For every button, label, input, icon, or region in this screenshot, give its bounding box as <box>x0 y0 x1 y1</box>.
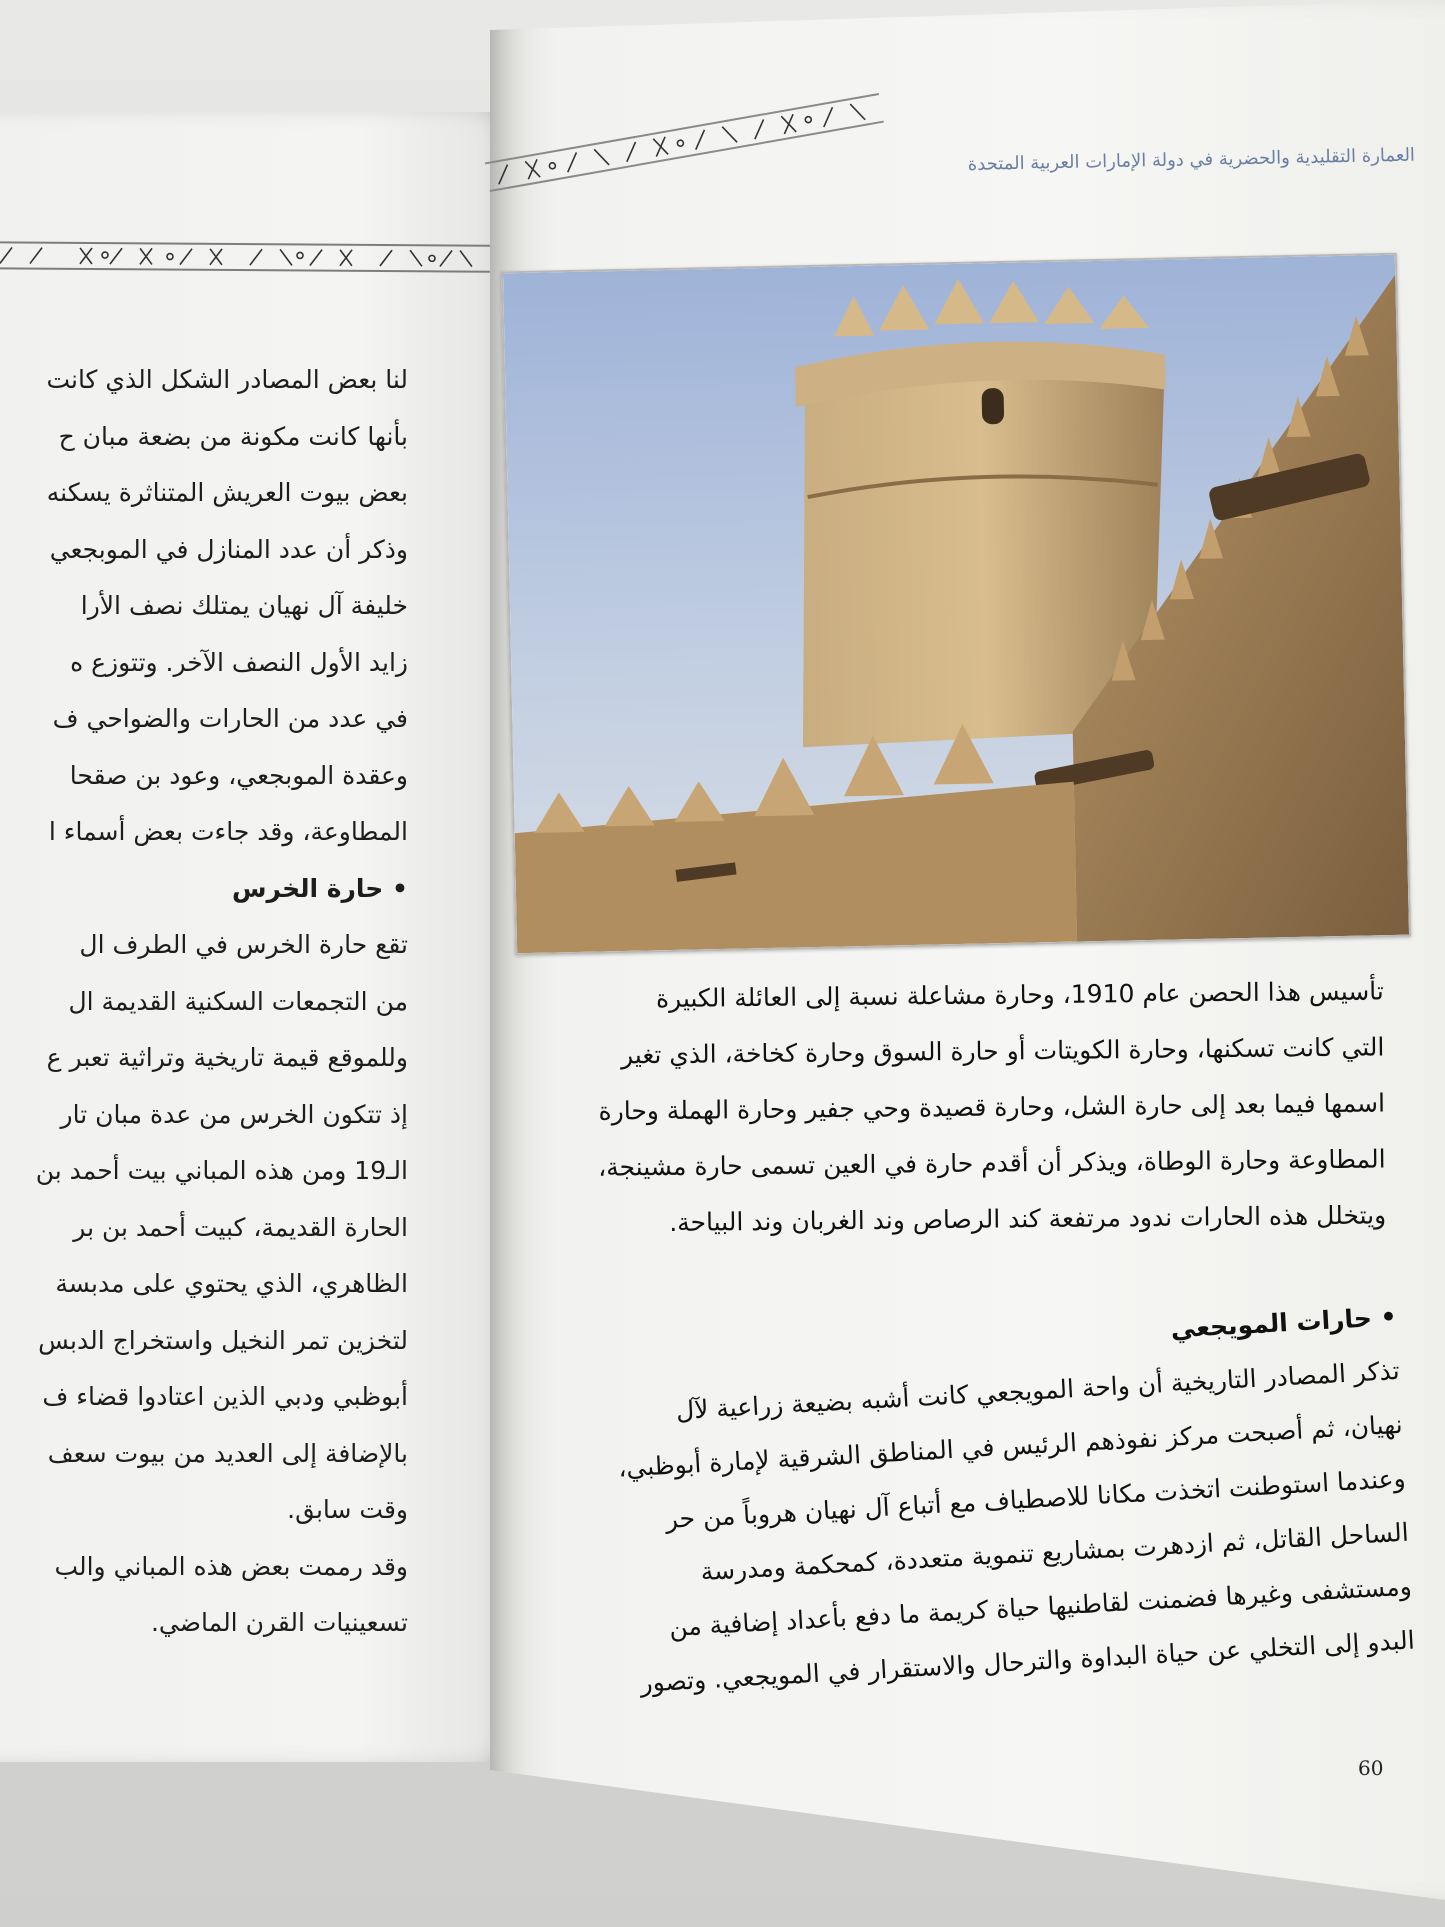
text-line: المطاوعة وحارة الوطاة، ويذكر أن أقدم حارة في العين تسمى حارة مشينجة، <box>597 1144 1386 1182</box>
running-head: العمارة التقليدية والحضرية في دولة الإمارات العربية المتحدة <box>967 144 1416 176</box>
text-line: أبوظبي ودبي الذين اعتادوا قضاء ف <box>42 1382 408 1411</box>
text-line: خليفة آل نهيان يمتلك نصف الأرا <box>80 591 408 620</box>
text-line: بعض بيوت العريش المتناثرة يسكنه <box>46 478 408 507</box>
text-line: الساحل القاتل، ثم ازدهرت بمشاريع تنموية متعددة، كمحكمة ومدرسة <box>699 1517 1410 1587</box>
decorative-border-band <box>0 241 490 273</box>
text-line: الظاهري، الذي يحتوي على مدبسة <box>55 1269 408 1298</box>
fort-photo <box>501 253 1411 956</box>
text-line: البدو إلى التخلي عن حياة البداوة والترحال والاستقرار في المويجعي. وتصور <box>639 1625 1416 1698</box>
text-line: من التجمعات السكنية القديمة ال <box>68 986 408 1016</box>
text-line: بالإضافة إلى العديد من بيوت سعف <box>47 1438 408 1468</box>
text-line: بأنها كانت مكونة من بضعة مبان ح <box>58 421 408 451</box>
text-line: لنا بعض المصادر الشكل الذي كانت <box>46 365 408 394</box>
text-line: الـ19 ومن هذه المباني بيت أحمد بن <box>35 1156 408 1185</box>
text-line: في عدد من الحارات والضواحي ف <box>52 704 408 733</box>
text-line: وعقدة الموبجعي، وعود بن صقحا <box>69 760 408 790</box>
text-line: لتخزين تمر النخيل واستخراج الدبس <box>38 1325 408 1355</box>
text-line: الحارة القديمة، كبيت أحمد بن بر <box>73 1212 408 1242</box>
fort-illustration <box>503 255 1409 954</box>
left-page-text <box>0 352 408 1652</box>
left-page <box>0 112 512 1762</box>
text-line: وللموقع قيمة تاريخية وتراثية تعبر ع <box>46 1043 408 1072</box>
section-heading: • حارات المويجعي <box>516 1290 1398 1393</box>
right-paragraph-1 <box>514 963 1387 1252</box>
text-line: وعندما استوطنت اتخذت مكانا للاصطياف مع أتباع آل نهيان هروباً من حر <box>664 1463 1407 1535</box>
right-paragraph-2 <box>516 1290 1416 1717</box>
text-line: المطاوعة، وقد جاءت بعض أسماء ا <box>48 817 408 846</box>
text-line: تسعينيات القرن الماضي. <box>150 1608 408 1637</box>
text-line: تذكر المصادر التاريخية أن واحة المويجعي كانت أشبه بضيعة زراعية لآل <box>675 1355 1401 1426</box>
text-line: إذ تتكون الخرس من عدة مبان تار <box>60 1099 408 1129</box>
text-line: تأسيس هذا الحصن عام 1910، وحارة مشاعلة نسبة إلى العائلة الكبيرة <box>655 976 1384 1014</box>
page-number: 60 <box>1358 1756 1384 1780</box>
text-line: ومستشفى وغيرها فضمنت لقاطنيها حياة كريمة ما دفع بأعداد إضافية من <box>668 1571 1413 1643</box>
text-line: اسمها فيما بعد إلى حارة الشل، وحارة قصيدة وحي جفير وحارة الهملة وحارة <box>598 1088 1386 1126</box>
text-line: زايد الأول النصف الآخر. وتتوزع ه <box>70 647 408 677</box>
text-line: نهيان، ثم أصبحت مركز نفوذهم الرئيس في المناطق الشرقية لإمارة أبوظبي، <box>617 1409 1404 1483</box>
text-line: وقت سابق. <box>287 1495 408 1524</box>
text-line: وقد رممت بعض هذه المباني والب <box>54 1551 408 1581</box>
text-line: ويتخلل هذه الحارات ندود مرتفعة كند الرصاص وند الغربان وند البياحة. <box>669 1200 1387 1237</box>
text-line: تقع حارة الخرس في الطرف ال <box>79 930 408 959</box>
section-heading: • حارة الخرس <box>0 861 408 918</box>
text-line: التي كانت تسكنها، وحارة الكويتات أو حارة السوق وحارة كخاخة، الذي تغير <box>620 1032 1385 1070</box>
text-line: وذكر أن عدد المنازل في الموبجعي <box>49 534 408 564</box>
